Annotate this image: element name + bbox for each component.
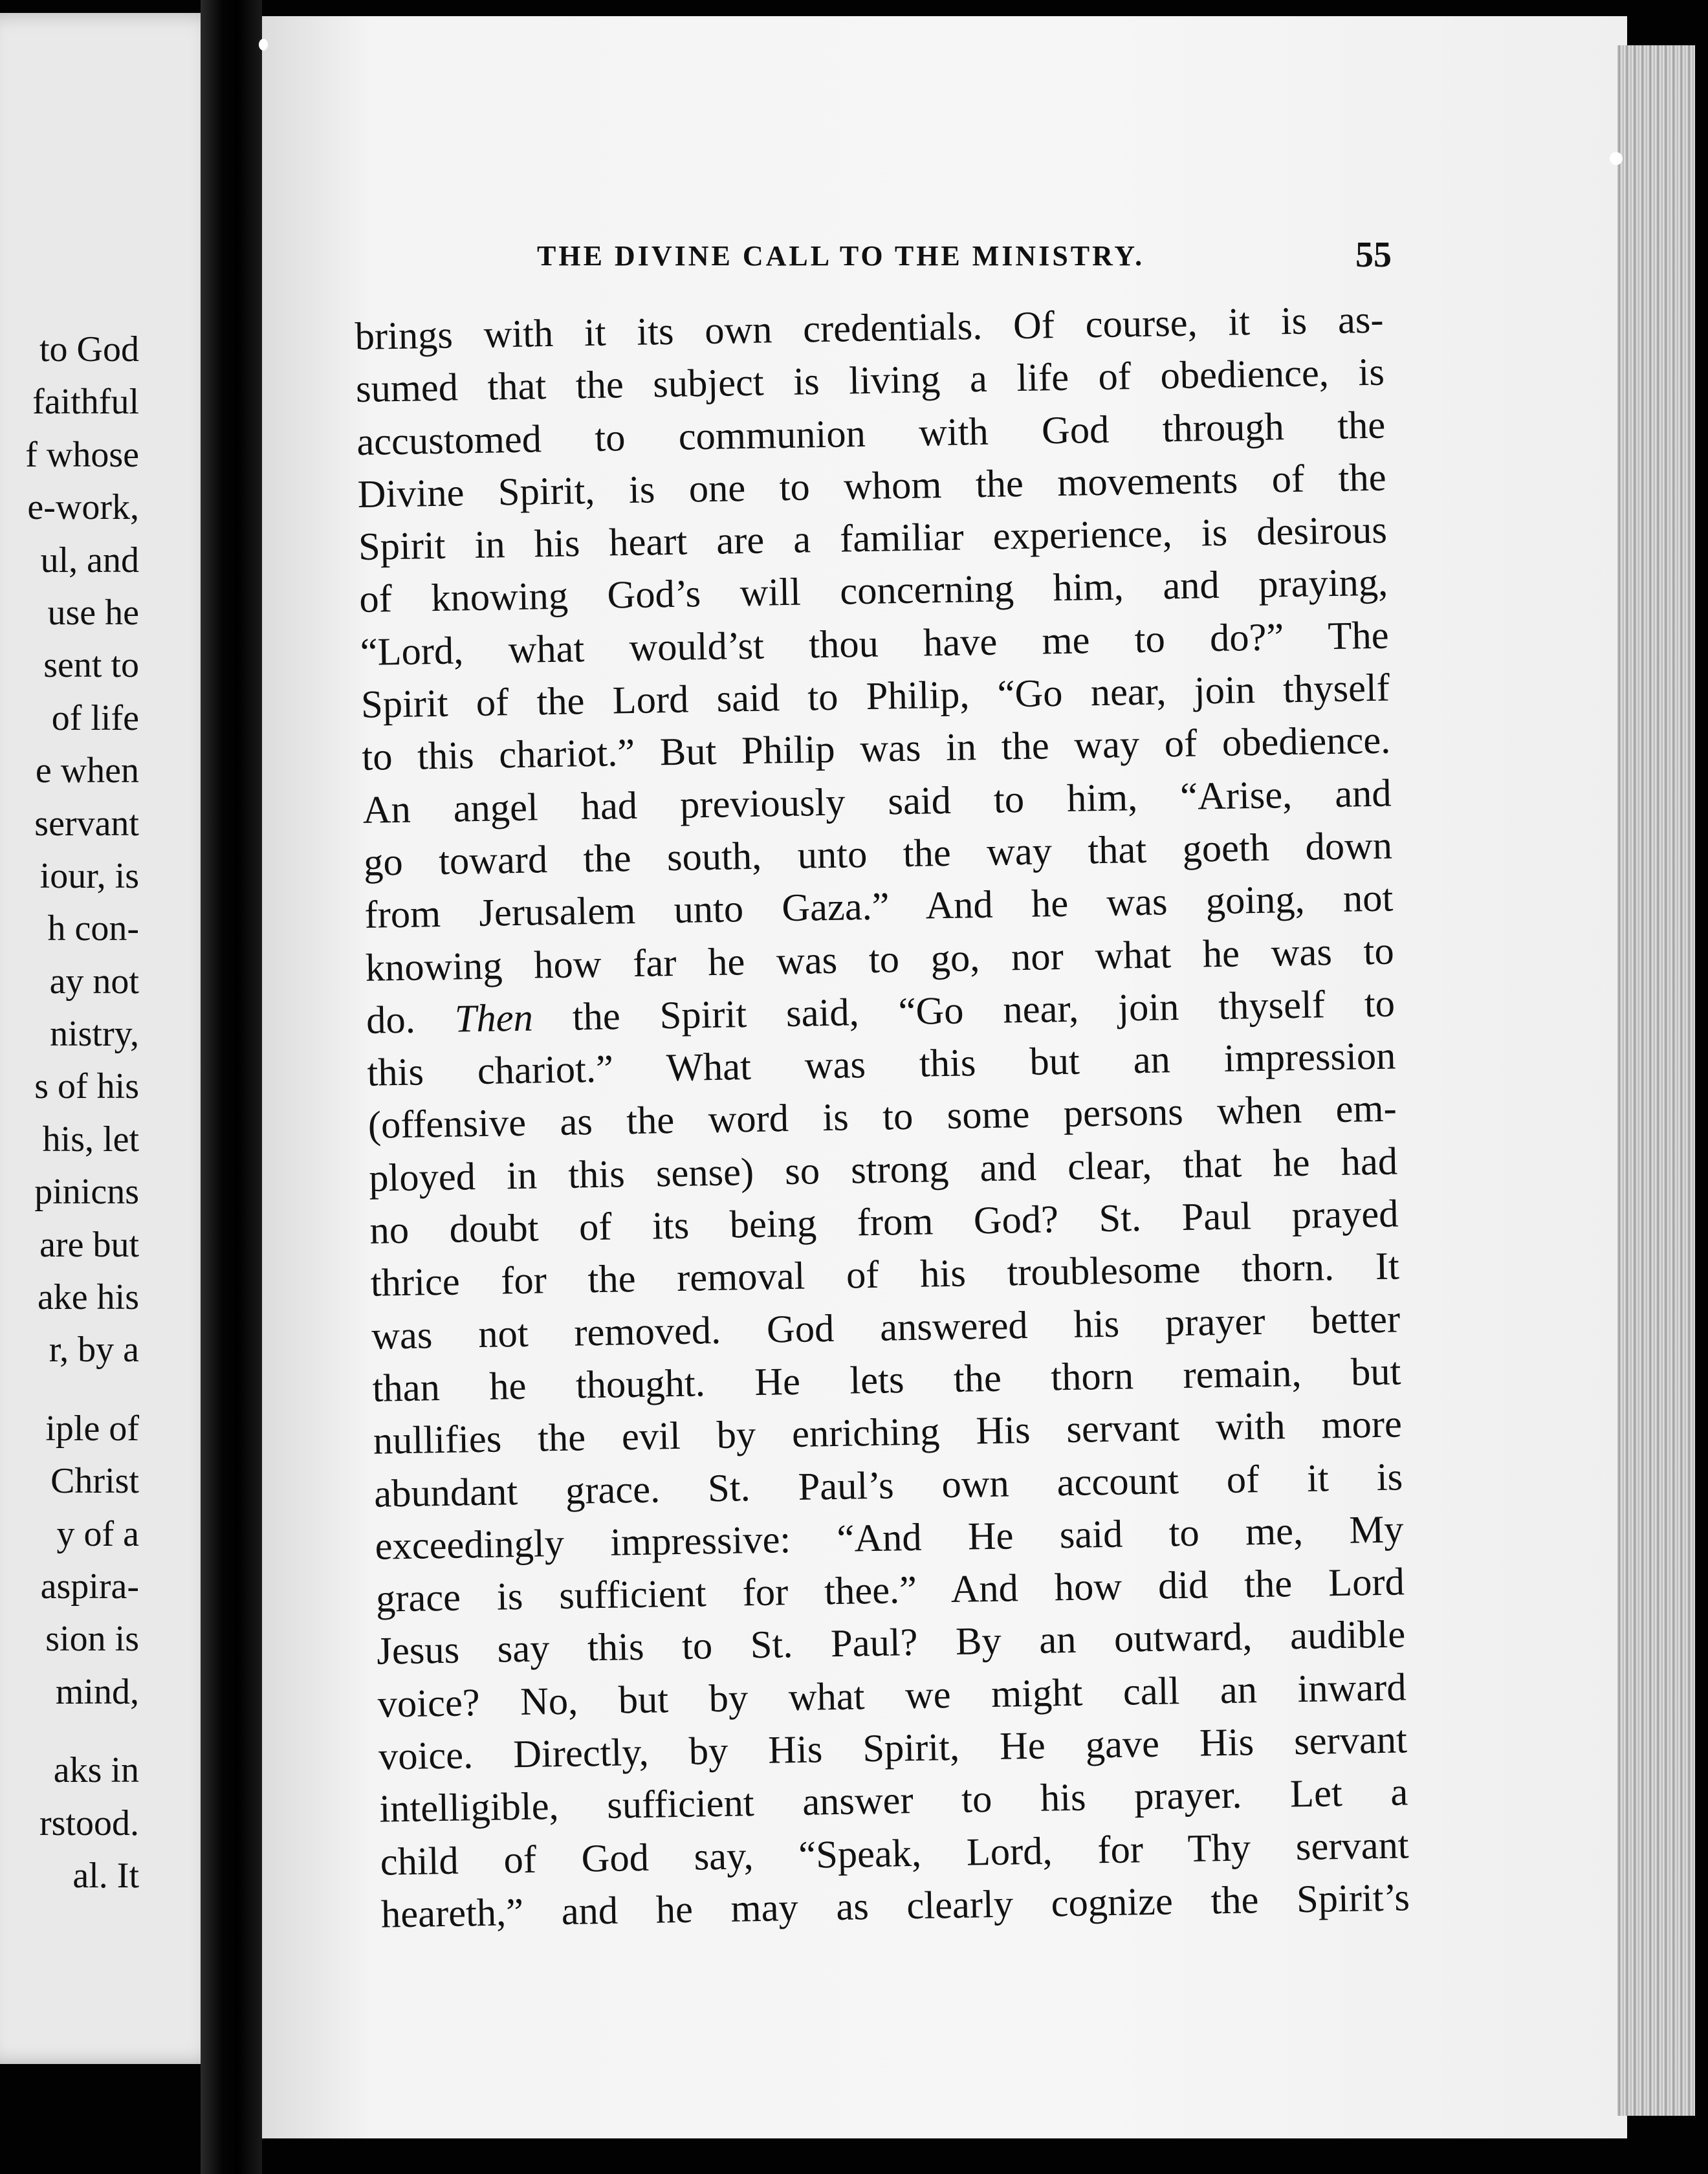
body-line: Divine Spirit, is one to whom the movements of the [357,456,1387,516]
body-line: thrice for the removal of his troublesome thorn. It [370,1244,1400,1306]
left-fragment-line: f whose [25,434,139,475]
left-fragment-line: mind, [55,1671,139,1712]
left-fragment-line: faithful [32,382,139,423]
body-line: from Jerusalem unto Gaza.” And he was going, not [364,876,1394,938]
left-fragment-line [25,1718,139,1744]
scan-speck [259,39,268,50]
body-line: of knowing God’s will concerning him, and praying, [358,561,1388,622]
left-fragment-line: pinicns [34,1172,139,1213]
body-line: nullifies the evil by enriching His servant with more [373,1402,1403,1463]
left-fragment-line: are but [39,1224,139,1265]
left-fragment-line: to God [39,329,139,369]
left-fragment-line: iour, is [39,855,139,896]
left-fragment-line: aks in [53,1750,139,1791]
left-fragment-line: rstood. [39,1803,139,1843]
body-line: go toward the south, unto the way that goeth down [363,824,1393,884]
left-fragment-line: servant [34,803,139,844]
left-fragment-line: h con- [47,908,139,949]
body-line: heareth,” and he may as clearly cognize the Spirit’s [380,1876,1410,1937]
body-line: was not removed. God answered his prayer better [371,1297,1401,1358]
body-line: sumed that the subject is living a life of obedience, is [355,350,1385,412]
scan-speck [1610,152,1623,165]
body-line: brings with it its own credentials. Of course, it is as- [355,298,1385,358]
body-line: abundant grace. St. Paul’s own account of it is [373,1455,1403,1516]
left-fragment-line: of life [51,697,139,738]
left-page [0,13,223,2064]
page-number: 55 [1355,235,1392,275]
page-stack-edge [1617,45,1695,2116]
left-fragment-line: e-work, [27,487,139,528]
body-line: no doubt of its being from God? St. Paul prayed [369,1192,1399,1253]
left-fragment-line: r, by a [49,1330,139,1370]
body-line: grace is sufficient for thee.” And how did the Lord [375,1560,1405,1621]
left-fragment-line: his, let [42,1119,139,1159]
left-fragment-line: al. It [72,1855,139,1896]
left-fragment-line: ul, and [40,540,139,580]
body-line: ployed in this sense) so strong and clear, that he had [368,1139,1398,1200]
left-fragment-line [25,1377,139,1403]
left-fragment-line: iple of [45,1408,139,1449]
left-fragment-line: y of a [56,1513,139,1554]
running-head: THE DIVINE CALL TO THE MINISTRY. [537,240,1145,272]
body-line: voice. Directly, by His Spirit, He gave His servant [378,1718,1408,1779]
left-fragment-line: ay not [49,961,139,1002]
left-fragment-line: ake his [37,1277,139,1318]
body-line: knowing how far he was to go, nor what he was to [365,929,1395,990]
left-fragment-line: e when [35,751,139,791]
body-line: (offensive as the word is to some persons when em- [367,1086,1397,1148]
left-fragment-line: Christ [50,1461,139,1502]
left-fragment-line: aspira- [40,1566,139,1607]
body-line: than he thought. He lets the thorn remain, but [372,1350,1401,1411]
body-line: intelligible, sufficient answer to his prayer. Let a [378,1770,1408,1831]
left-page-text-fragment [25,324,139,1902]
body-line: to this chariot.” But Philip was in the way of obedience. [361,718,1391,780]
body-line: “Lord, what would’st thou have me to do?” The [360,613,1390,674]
left-fragment-line: sent to [43,645,139,686]
book-gutter [201,0,262,2174]
left-fragment-line: sion is [45,1619,139,1660]
body-line: do. Then the Spirit said, “Go near, join thyself to [366,982,1396,1042]
left-fragment-line: nistry, [50,1014,139,1055]
body-text [355,294,1410,1941]
body-line: child of God say, “Speak, Lord, for Thy servant [380,1823,1410,1884]
body-line: Jesus say this to St. Paul? By an outward, audible [376,1612,1406,1674]
body-line: voice? No, but by what we might call an inward [377,1665,1407,1726]
body-line: this chariot.” What was this but an impression [366,1034,1396,1095]
body-line: accustomed to communion with God through the [356,403,1386,464]
body-line: exceedingly impressive: “And He said to me, My [375,1508,1405,1568]
left-fragment-line: s of his [34,1066,139,1107]
body-line: Spirit in his heart are a familiar experience, is desirous [358,508,1388,569]
left-fragment-line: use he [47,592,139,633]
body-line: An angel had previously said to him, “Arise, and [362,771,1392,832]
body-line: Spirit of the Lord said to Philip, “Go near, join thyself [360,666,1390,727]
